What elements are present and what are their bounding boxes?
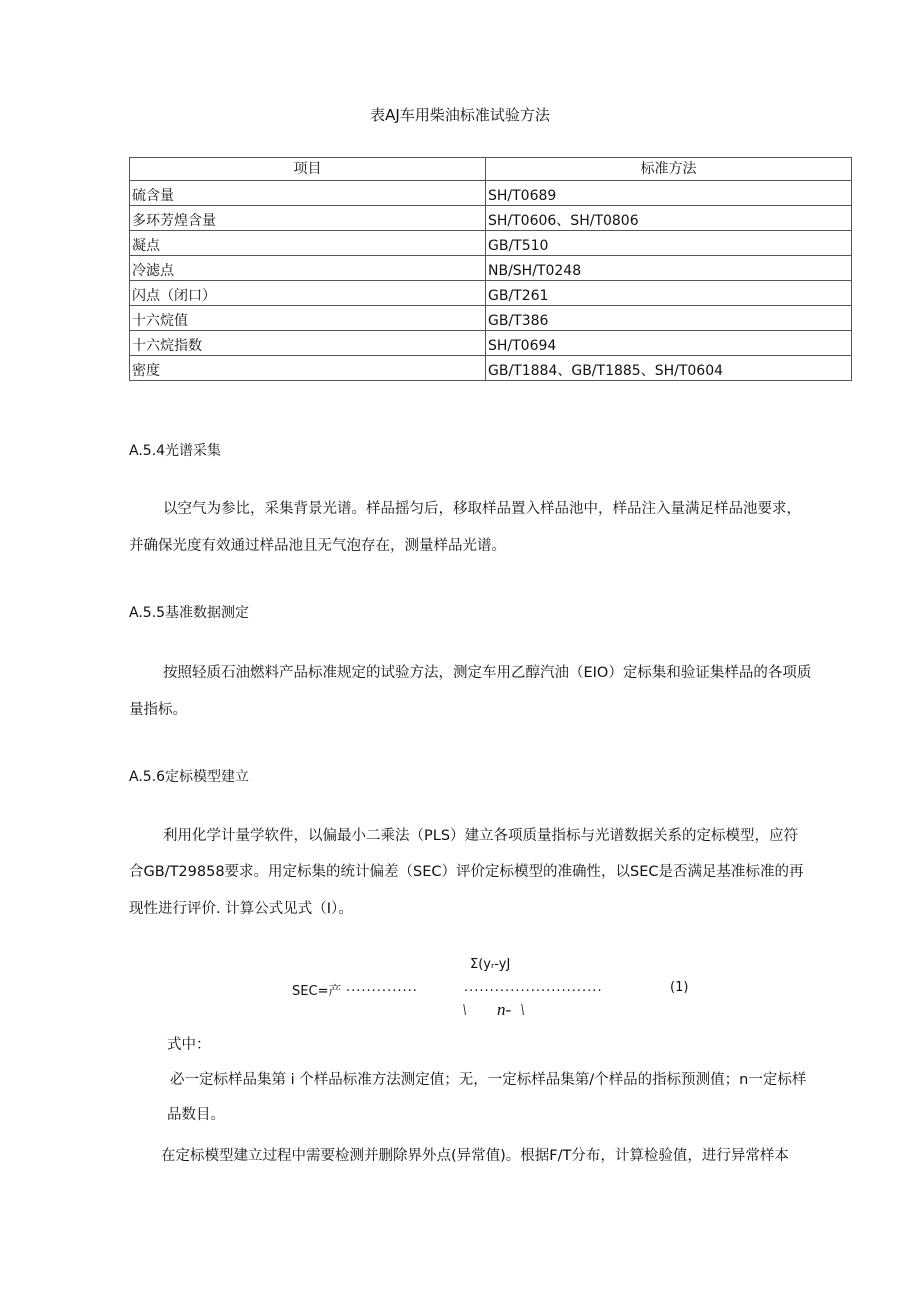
method-cell: GB/T1884、GB/T1885、SH/T0604: [486, 356, 852, 381]
method-cell: SH/T0694: [486, 331, 852, 356]
table-row: [130, 331, 852, 356]
table-row: [130, 281, 852, 306]
method-cell: GB/T510: [486, 231, 852, 256]
table-row: [130, 231, 852, 256]
formula-bar-right: \: [520, 1000, 525, 1019]
paragraph-line: 以空气为参比，采集背景光谱。样品摇匀后，移取样品置入样品池中，样品注入量满足样品池要求，: [163, 501, 801, 517]
item-cell: 冷滤点: [130, 256, 486, 281]
method-cell: SH/T0606、SH/T0806: [486, 206, 852, 231]
table-row: [130, 256, 852, 281]
method-cell: GB/T261: [486, 281, 852, 306]
paragraph-line: 现性进行评价. 计算公式见式（I）。: [129, 901, 353, 917]
formula-denominator: n-: [497, 1000, 512, 1019]
formula-number: (1): [670, 980, 689, 995]
item-cell: 十六烷指数: [130, 331, 486, 356]
paragraph-line: 利用化学计量学软件，以偏最小二乘法（PLS）建立各项质量指标与光谱数据关系的定标模型，应符: [163, 828, 799, 844]
table-row: [130, 356, 852, 381]
closing-paragraph: 在定标模型建立过程中需要检测并删除界外点(异常值)。根据F/T分布，计算检验值，进行异常样本: [161, 1148, 789, 1164]
paragraph-line: 合GB/T29858要求。用定标集的统计偏差（SEC）评价定标模型的准确性，以SEC是否满足基准标准的再: [129, 864, 804, 880]
table-title: 表AJ车用柴油标准试验方法: [370, 106, 550, 124]
formula-numerator: Σ(yᵣ-yJ: [470, 957, 511, 972]
item-cell: 硫含量: [130, 181, 486, 206]
table-row: [130, 306, 852, 331]
method-cell: GB/T386: [486, 306, 852, 331]
method-cell: NB/SH/T0248: [486, 256, 852, 281]
table-header-row: [130, 158, 852, 181]
item-cell: 闪点（闭口）: [130, 281, 486, 306]
formula-dots-right: ...........................: [464, 980, 603, 995]
section-heading-a56: A.5.6定标模型建立: [129, 769, 250, 785]
explanation-line: 必一定标样品集第 i 个样品标准方法测定值；无，一定标样品集第/个样品的指标预测值；n一定标样: [170, 1072, 807, 1088]
item-cell: 十六烷值: [130, 306, 486, 331]
item-cell: 凝点: [130, 231, 486, 256]
formula-lhs: SEC=产: [292, 984, 342, 999]
formula-dots-left: ..............: [346, 980, 418, 995]
table-row: [130, 181, 852, 206]
header-method: 标准方法: [486, 158, 852, 181]
paragraph-line: 按照轻质石油燃料产品标准规定的试验方法，测定车用乙醇汽油（EIO）定标集和验证集样品的各项质: [163, 665, 812, 681]
explanation-line: 品数目。: [167, 1107, 225, 1123]
table-row: [130, 206, 852, 231]
formula-bar-left: \: [462, 1000, 467, 1019]
item-cell: 多环芳煌含量: [130, 206, 486, 231]
section-heading-a55: A.5.5基准数据测定: [129, 605, 250, 621]
item-cell: 密度: [130, 356, 486, 381]
paragraph-line: 量指标。: [129, 702, 187, 718]
section-heading-a54: A.5.4光谱采集: [129, 443, 222, 459]
method-cell: SH/T0689: [486, 181, 852, 206]
explanation-label: 式中：: [167, 1037, 211, 1053]
paragraph-line: 并确保光度有效通过样品池且无气泡存在，测量样品光谱。: [129, 538, 506, 554]
header-item: 项目: [130, 158, 486, 181]
test-methods-table: [129, 157, 852, 381]
